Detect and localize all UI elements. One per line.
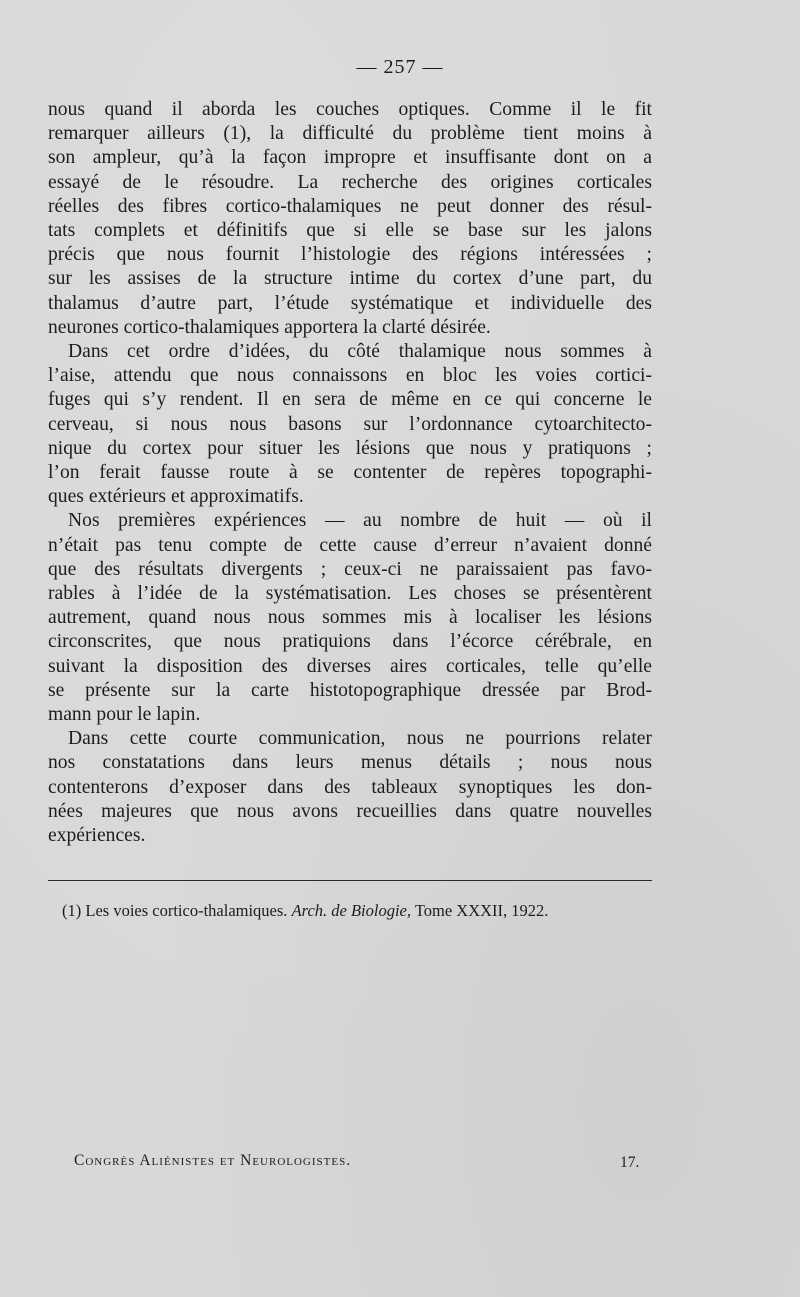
page-number: — 257 — bbox=[356, 56, 444, 78]
text-line: réelles des fibres cortico-thalamiques ne peut donner des résul- bbox=[48, 195, 652, 217]
paragraph-1 bbox=[48, 98, 652, 340]
text-line: nous quand il aborda les couches optiques. Comme il le fit bbox=[48, 99, 652, 120]
text-line: fuges qui s’y rendent. Il en sera de même en ce qui concerne le bbox=[48, 389, 652, 411]
text-line: précis que nous fournit l’histologie des régions intéressées ; bbox=[48, 244, 652, 266]
text-line: rables à l’idée de la systématisation. Les choses se présentèrent bbox=[48, 583, 652, 605]
paragraph-4 bbox=[48, 727, 652, 848]
text-line: nées majeures que nous avons recueillies dans quatre nouvelles bbox=[48, 800, 652, 822]
text-line: se présente sur la carte histotopographique dressée par Brod- bbox=[48, 679, 652, 701]
paragraph-3 bbox=[48, 509, 652, 727]
text-line: n’était pas tenu compte de cette cause d’erreur n’avaient donné bbox=[48, 534, 652, 556]
footnote-text: (1) Les voies cortico-thalamiques. bbox=[62, 901, 288, 920]
text-line: ques extérieurs et approximatifs. bbox=[48, 486, 304, 508]
footnote-journal: Arch. de Biologie, bbox=[291, 901, 412, 920]
text-line: Dans cette courte communication, nous ne pourrions relater bbox=[68, 728, 652, 750]
running-footer: Congrès Aliénistes et Neurologistes. bbox=[74, 1152, 352, 1169]
text-line: nique du cortex pour situer les lésions que nous y pratiquons ; bbox=[48, 437, 652, 459]
body-text bbox=[48, 98, 652, 848]
text-line: circonscrites, que nous pratiquions dans l’écorce cérébrale, en bbox=[48, 631, 652, 653]
text-line: cerveau, si nous nous basons sur l’ordonnance cytoarchitecto- bbox=[48, 413, 652, 435]
paragraph-2 bbox=[48, 340, 652, 509]
text-line: tats complets et définitifs que si elle se base sur les jalons bbox=[48, 220, 652, 242]
footnote-volume: Tome XXXII, 1922. bbox=[414, 901, 549, 920]
text-line: expériences. bbox=[48, 825, 146, 847]
text-line: que des résultats divergents ; ceux-ci ne paraissaient pas favo- bbox=[48, 558, 652, 580]
footnote bbox=[62, 900, 652, 922]
text-line: Dans cet ordre d’idées, du côté thalamique nous sommes à bbox=[68, 341, 652, 363]
text-line: suivant la disposition des diverses aires corticales, telle qu’elle bbox=[48, 655, 652, 677]
text-line: remarquer ailleurs (1), la difficulté du problème tient moins à bbox=[48, 123, 652, 145]
text-line: Nos premières expériences — au nombre de huit — où il bbox=[68, 510, 652, 532]
text-line: l’on ferait fausse route à se contenter de repères topographi- bbox=[48, 462, 652, 484]
footnote-divider bbox=[48, 880, 652, 881]
text-line: l’aise, attendu que nous connaissons en bloc les voies cortici- bbox=[48, 365, 652, 387]
text-line: thalamus d’autre part, l’étude systématique et individuelle des bbox=[48, 292, 652, 314]
text-line: neurones cortico-thalamiques apportera la clarté désirée. bbox=[48, 316, 491, 338]
text-line: contenterons d’exposer dans des tableaux synoptiques les don- bbox=[48, 776, 652, 798]
signature-mark: 17. bbox=[620, 1154, 640, 1171]
text-line: nos constatations dans leurs menus détails ; nous nous bbox=[48, 752, 652, 774]
text-line: autrement, quand nous nous sommes mis à localiser les lésions bbox=[48, 607, 652, 629]
text-line: essayé de le résoudre. La recherche des origines corticales bbox=[48, 171, 652, 193]
text-line: mann pour le lapin. bbox=[48, 704, 201, 726]
text-line: sur les assises de la structure intime du cortex d’une part, du bbox=[48, 268, 652, 290]
text-line: son ampleur, qu’à la façon impropre et insuffisante dont on a bbox=[48, 147, 652, 169]
